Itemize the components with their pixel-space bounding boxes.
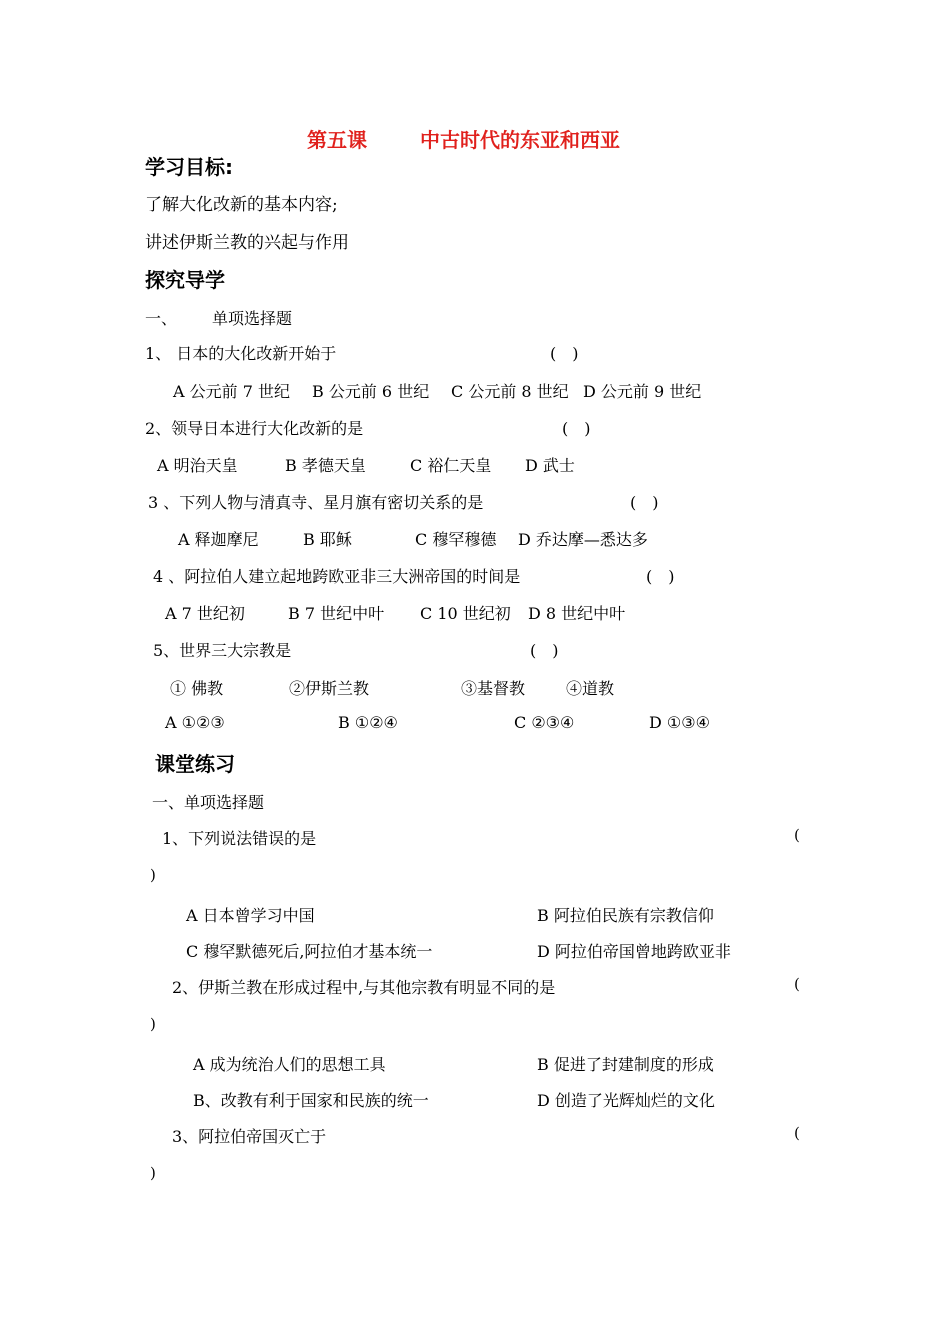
option: A 7 世纪初 [165,604,245,623]
option: C 穆罕穆德 [415,530,497,549]
option: B 孝德天皇 [285,456,366,475]
option: B ①②④ [338,713,398,732]
answer-bracket-open: ( [794,826,800,844]
answer-bracket: ( ) [630,493,659,512]
option: C 裕仁天皇 [410,456,492,475]
section-title: 单项选择题 [212,309,293,328]
option: D 公元前 9 世纪 [583,382,702,401]
option: D 8 世纪中叶 [528,604,626,623]
option: B 7 世纪中叶 [288,604,385,623]
explore-heading: 探究导学 [145,268,225,292]
answer-bracket-close: ) [150,1164,156,1182]
answer-bracket: ( ) [530,641,559,660]
option: A 日本曾学习中国 [186,906,315,925]
question-stem: 2、领导日本进行大化改新的是 [145,419,364,438]
option: A 明治天皇 [157,456,238,475]
option: A 公元前 7 世纪 [173,382,290,401]
answer-bracket: ( ) [550,344,579,363]
statement-item: ① 佛教 [170,679,224,698]
option: D ①③④ [649,713,710,732]
question-stem: 5、世界三大宗教是 [153,641,292,660]
answer-bracket: ( ) [562,419,591,438]
answer-bracket-open: ( [794,975,800,993]
practice-heading: 课堂练习 [155,752,235,776]
question-stem: 3、阿拉伯帝国灭亡于 [172,1127,327,1146]
option: A 成为统治人们的思想工具 [193,1055,386,1074]
objective-item: 了解大化改新的基本内容; [145,195,338,215]
option: C 10 世纪初 [420,604,511,623]
option: A ①②③ [165,713,225,732]
option: B 公元前 6 世纪 [312,382,430,401]
option: C 公元前 8 世纪 [451,382,569,401]
option: D 阿拉伯帝国曾地跨欧亚非 [537,942,731,961]
question-stem: 3 、下列人物与清真寺、星月旗有密切关系的是 [148,493,484,512]
section-label: 一、 [145,309,178,328]
question-stem: 2、伊斯兰教在形成过程中,与其他宗教有明显不同的是 [172,978,556,997]
statement-item: ②伊斯兰教 [289,679,370,698]
answer-bracket: ( ) [646,567,675,586]
option: A 释迦摩尼 [178,530,259,549]
option: D 创造了光辉灿烂的文化 [537,1091,715,1110]
option: C 穆罕默德死后,阿拉伯才基本统一 [186,942,433,961]
option: B 促进了封建制度的形成 [537,1055,714,1074]
option: B 阿拉伯民族有宗教信仰 [537,906,714,925]
section-title: 一、单项选择题 [152,793,265,812]
option: C ②③④ [514,713,575,732]
objective-item: 讲述伊斯兰教的兴起与作用 [145,233,349,253]
question-stem: 1、下列说法错误的是 [162,829,317,848]
option: B 耶稣 [303,530,352,549]
answer-bracket-open: ( [794,1124,800,1142]
lesson-number: 第五课 [307,128,367,152]
option: B、改教有利于国家和民族的统一 [193,1091,429,1110]
answer-bracket-close: ) [150,866,156,884]
answer-bracket-close: ) [150,1015,156,1033]
option: D 乔达摩—悉达多 [518,530,648,549]
statement-item: ④道教 [566,679,615,698]
objectives-heading: 学习目标: [145,155,233,179]
question-stem: 1、 日本的大化改新开始于 [145,344,337,363]
lesson-title: 中古时代的东亚和西亚 [420,128,620,152]
question-stem: 4 、阿拉伯人建立起地跨欧亚非三大洲帝国的时间是 [153,567,521,586]
statement-item: ③基督教 [461,679,526,698]
option: D 武士 [525,456,575,475]
